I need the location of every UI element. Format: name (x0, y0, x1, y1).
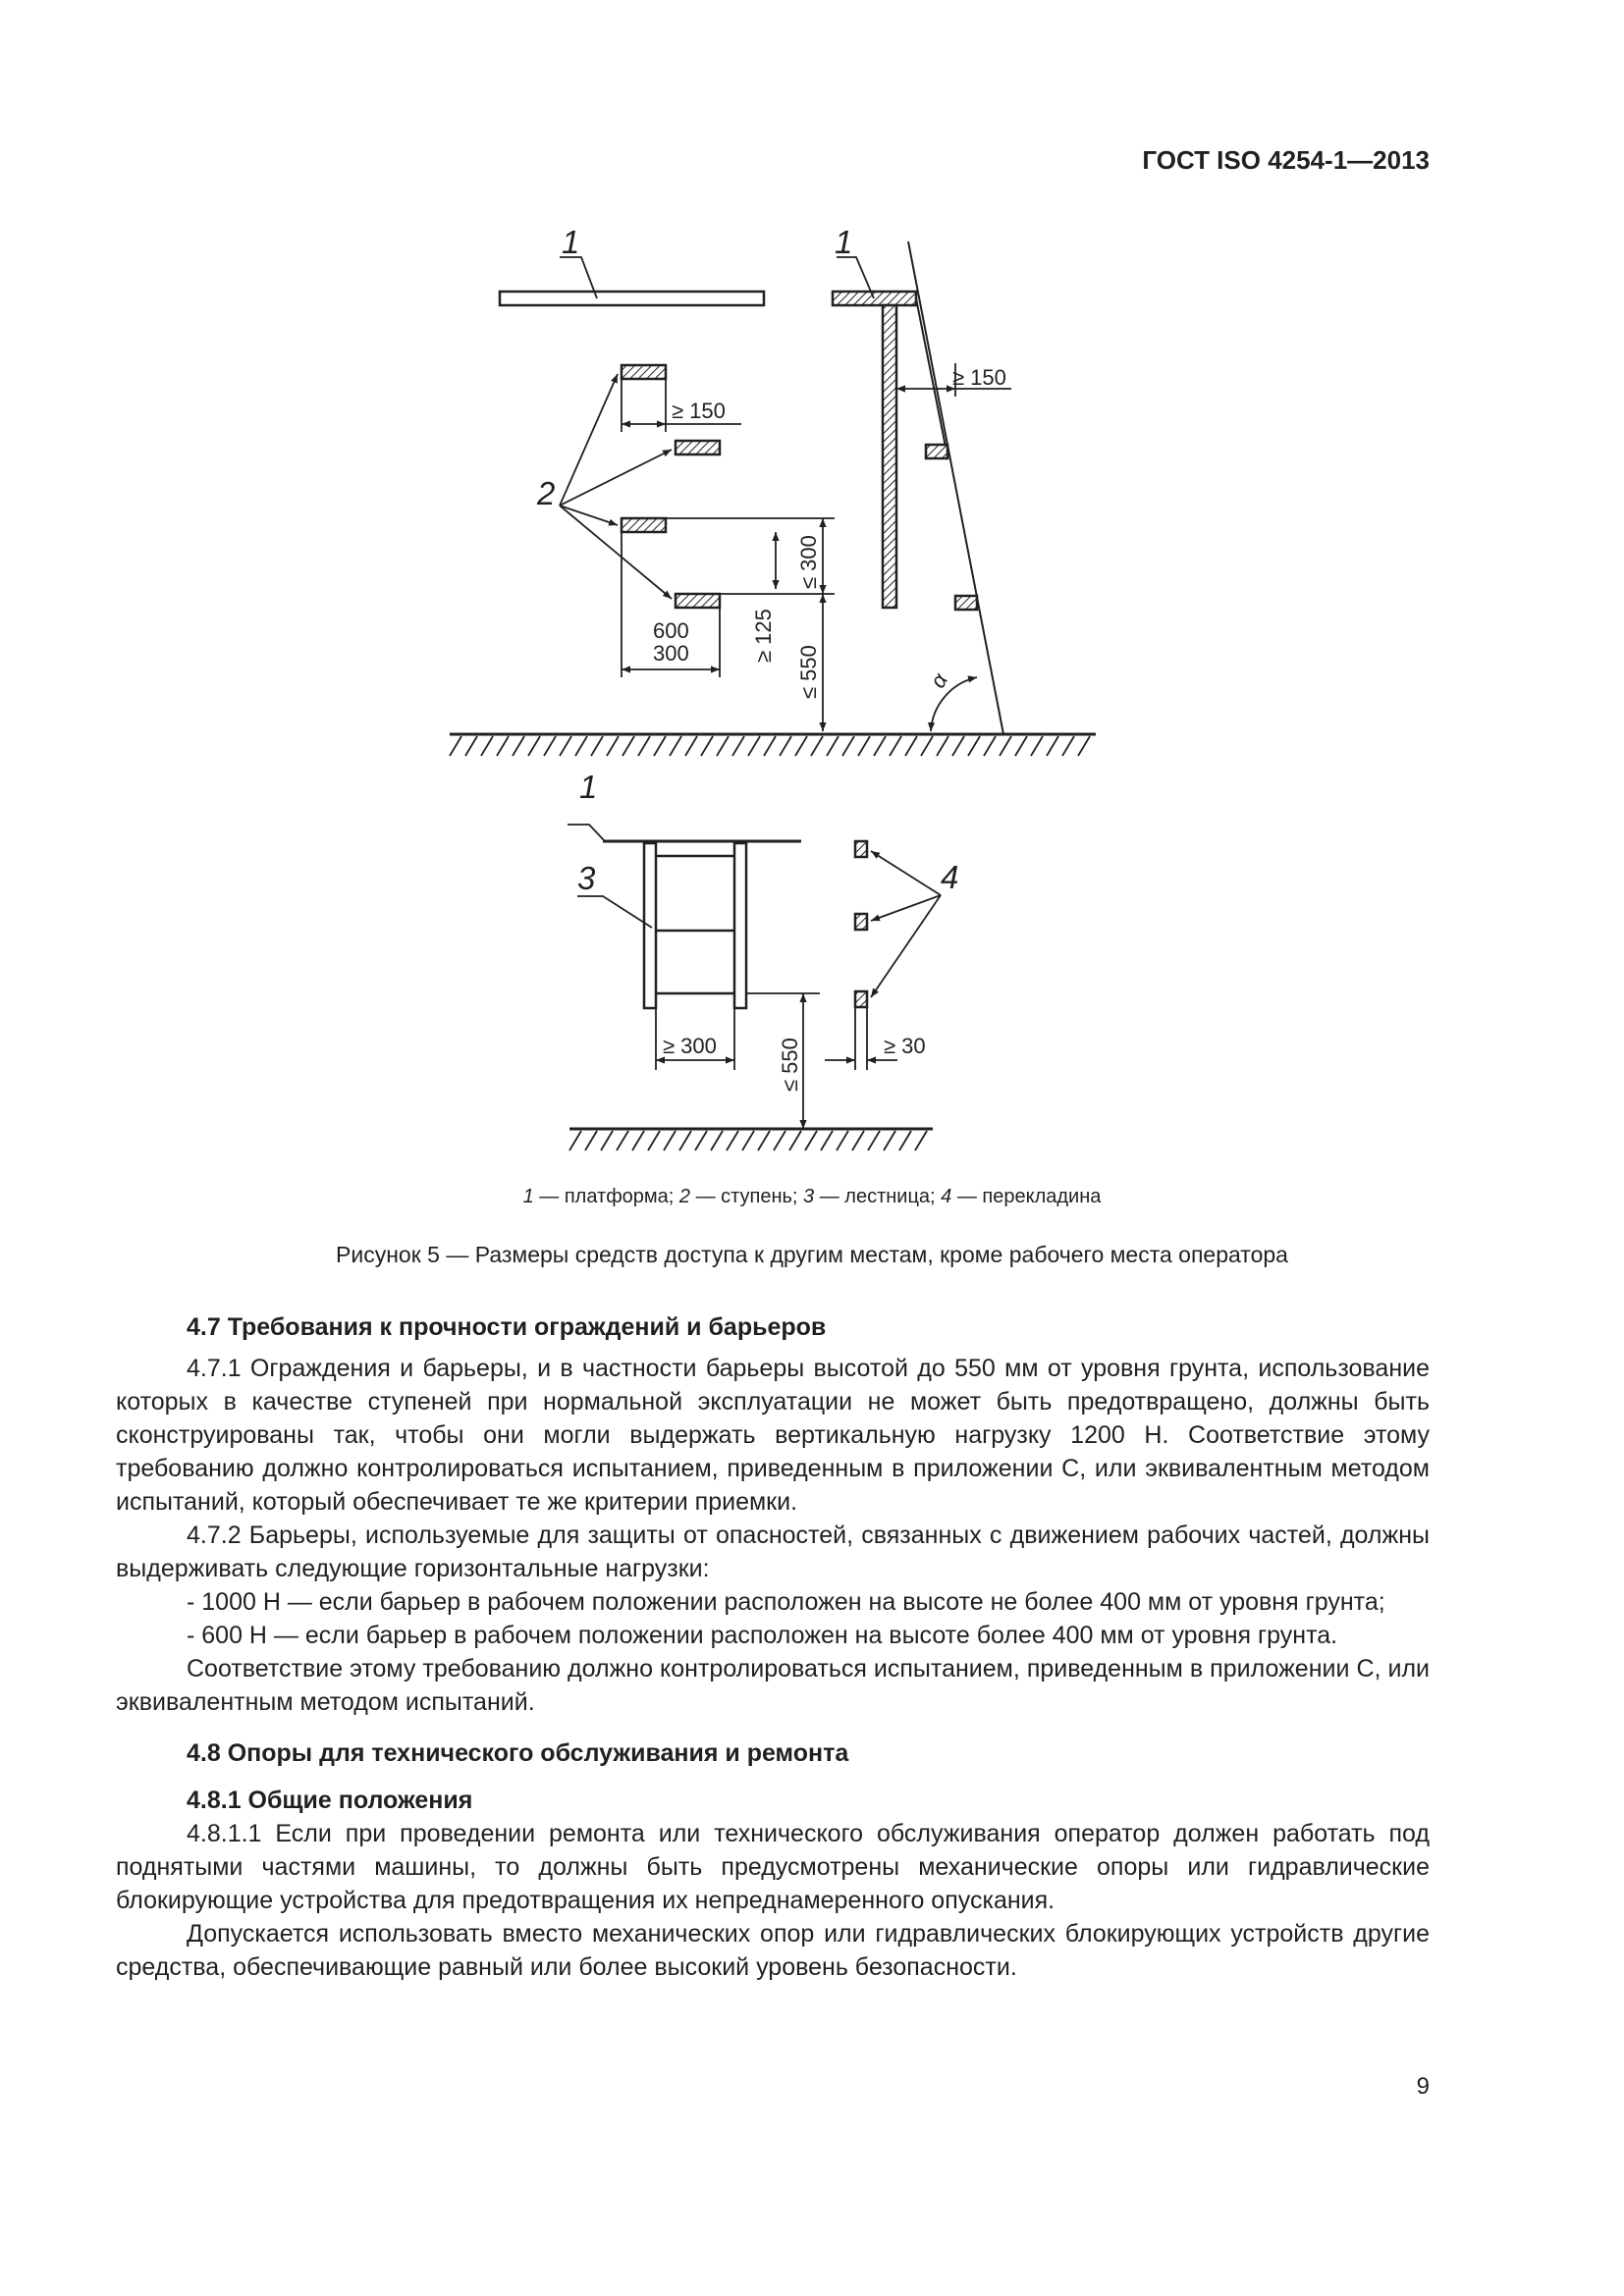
dim-bar-gap: ≥ 30 (884, 1034, 926, 1058)
rung-right-1 (926, 445, 947, 458)
paragraph-4-7-1: 4.7.1 Ограждения и барьеры, и в частности барьеры высотой до 550 мм от уровня грунта, использование которых в качестве ступеней при нормальной эксплуатации не может быть предотвращено, должны быть сконструированы так, чтобы они могли выдержать вертикальную нагрузку 1200 Н. Соответствие этому требованию должно контролироваться испытанием, приведенным в приложении С, или эквивалентным методом испытаний, который обеспечивает те же критерии приемки. (116, 1355, 1430, 1516)
label-ladder: 3 (577, 860, 596, 896)
dim-width-300: 300 (653, 641, 689, 666)
list-item-1000n: - 1000 Н — если барьер в рабочем положении расположен на высоте не более 400 мм от уровня грунта; (187, 1588, 1385, 1616)
platform-top-right (833, 292, 916, 305)
ground-hatch-top (450, 736, 1090, 756)
dim-step-depth: ≥ 150 (672, 399, 726, 423)
dim-step-rise: ≤ 300 (796, 535, 821, 589)
crossbar-3 (855, 991, 867, 1007)
step-3 (622, 518, 666, 532)
dim-bottom-height: ≤ 550 (778, 1038, 802, 1092)
rung-right-2 (955, 596, 977, 610)
paragraph-4-8-1-1: 4.8.1.1 Если при проведении ремонта или технического обслуживания оператор должен работать под поднятыми частями машины, то должны быть предусмотрены механические опоры или гидравлические блокирующие устройства для предотвращения их непреднамеренного опускания. (116, 1820, 1430, 1914)
document-header: ГОСТ ISO 4254-1—2013 (1142, 145, 1430, 175)
ground-hatch-bottom (569, 1131, 927, 1150)
list-item-600n: - 600 Н — если барьер в рабочем положении расположен на высоте более 400 мм от уровня грунта. (187, 1622, 1338, 1649)
figure-legend: 1 — платформа; 2 — ступень; 3 — лестница; 4 — перекладина (522, 1186, 1102, 1207)
crossbar-1 (855, 841, 867, 857)
label-platform-top-left: 1 (562, 224, 580, 260)
dim-right-gap: ≥ 150 (952, 365, 1006, 390)
paragraph-4-8-1-1-b: Допускается использовать вместо механических опор или гидравлических блокирующих устройств другие средства, обеспечивающие равный или более высокий уровень безопасности. (116, 1920, 1430, 1981)
step-2 (676, 441, 720, 454)
dim-first-step: ≤ 550 (796, 645, 821, 699)
main-text (116, 1310, 1430, 1984)
figure-caption: Рисунок 5 — Размеры средств доступа к другим местам, кроме рабочего места оператора (336, 1242, 1288, 1267)
label-platform-bottom: 1 (579, 769, 598, 805)
step-4 (676, 594, 720, 608)
crossbar-2 (855, 914, 867, 930)
label-step: 2 (537, 475, 556, 511)
dim-ladder-width: ≥ 300 (663, 1034, 717, 1058)
section-4-7-heading: 4.7 Требования к прочности ограждений и барьеров (187, 1313, 827, 1341)
section-4-8-1-heading: 4.8.1 Общие положения (187, 1787, 473, 1814)
section-4-8-heading: 4.8 Опоры для технического обслуживания и ремонта (187, 1739, 849, 1767)
dim-width-600: 600 (653, 618, 689, 643)
dim-angle: α (925, 668, 953, 693)
step-1 (622, 365, 666, 379)
paragraph-4-7-compliance: Соответствие этому требованию должно контролироваться испытанием, приведенным в приложении С, или эквивалентным методом испытаний. (116, 1655, 1430, 1716)
ladder-stile (883, 305, 896, 608)
platform-top-left (500, 292, 764, 305)
page-number: 9 (1416, 2073, 1430, 2100)
paragraph-4-7-2: 4.7.2 Барьеры, используемые для защиты от опасностей, связанных с движением рабочих частей, должны выдерживать следующие горизонтальные нагрузки: (116, 1522, 1430, 1582)
ladder-right-stile (734, 843, 746, 1008)
label-crossbar: 4 (941, 859, 959, 895)
label-platform-top-right: 1 (835, 224, 853, 260)
dim-min-step: ≥ 125 (751, 609, 776, 663)
